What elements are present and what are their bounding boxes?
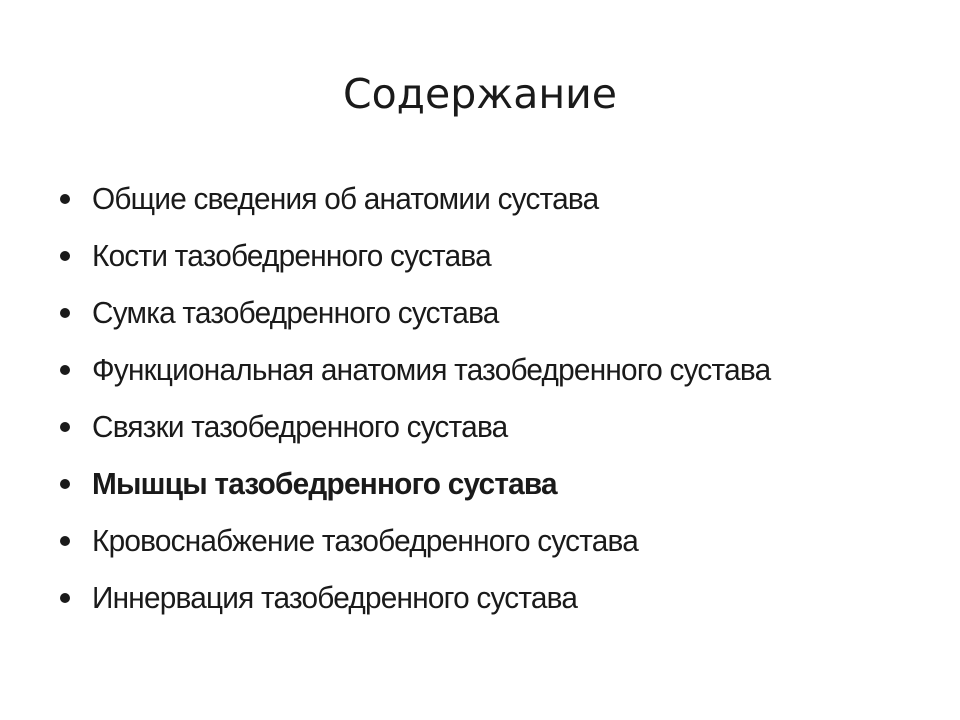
bullet-icon: [60, 251, 70, 261]
bullet-icon: [60, 365, 70, 375]
bullet-icon: [60, 593, 70, 603]
contents-list: [56, 170, 936, 626]
list-item-text: Функциональная анатомия тазобедренного сустава: [92, 351, 771, 387]
list-item: [56, 455, 936, 512]
list-item: [56, 170, 936, 227]
list-item-text: Мышцы тазобедренного сустава: [92, 465, 557, 501]
list-item: [56, 227, 936, 284]
list-item-text: Иннервация тазобедренного сустава: [92, 579, 578, 615]
bullet-icon: [60, 194, 70, 204]
bullet-icon: [60, 422, 70, 432]
bullet-icon: [60, 479, 70, 489]
list-item-text: Сумка тазобедренного сустава: [92, 294, 499, 330]
list-item-text: Связки тазобедренного сустава: [92, 408, 508, 444]
list-item-text: Общие сведения об анатомии сустава: [92, 180, 599, 216]
list-item: [56, 512, 936, 569]
list-item-text: Кости тазобедренного сустава: [92, 237, 491, 273]
list-item: [56, 284, 936, 341]
list-item-text: Кровоснабжение тазобедренного сустава: [92, 522, 639, 558]
list-item: [56, 569, 936, 626]
list-item: [56, 341, 936, 398]
bullet-icon: [60, 308, 70, 318]
list-item: [56, 398, 936, 455]
bullet-icon: [60, 536, 70, 546]
slide-title: Содержание: [342, 70, 618, 118]
